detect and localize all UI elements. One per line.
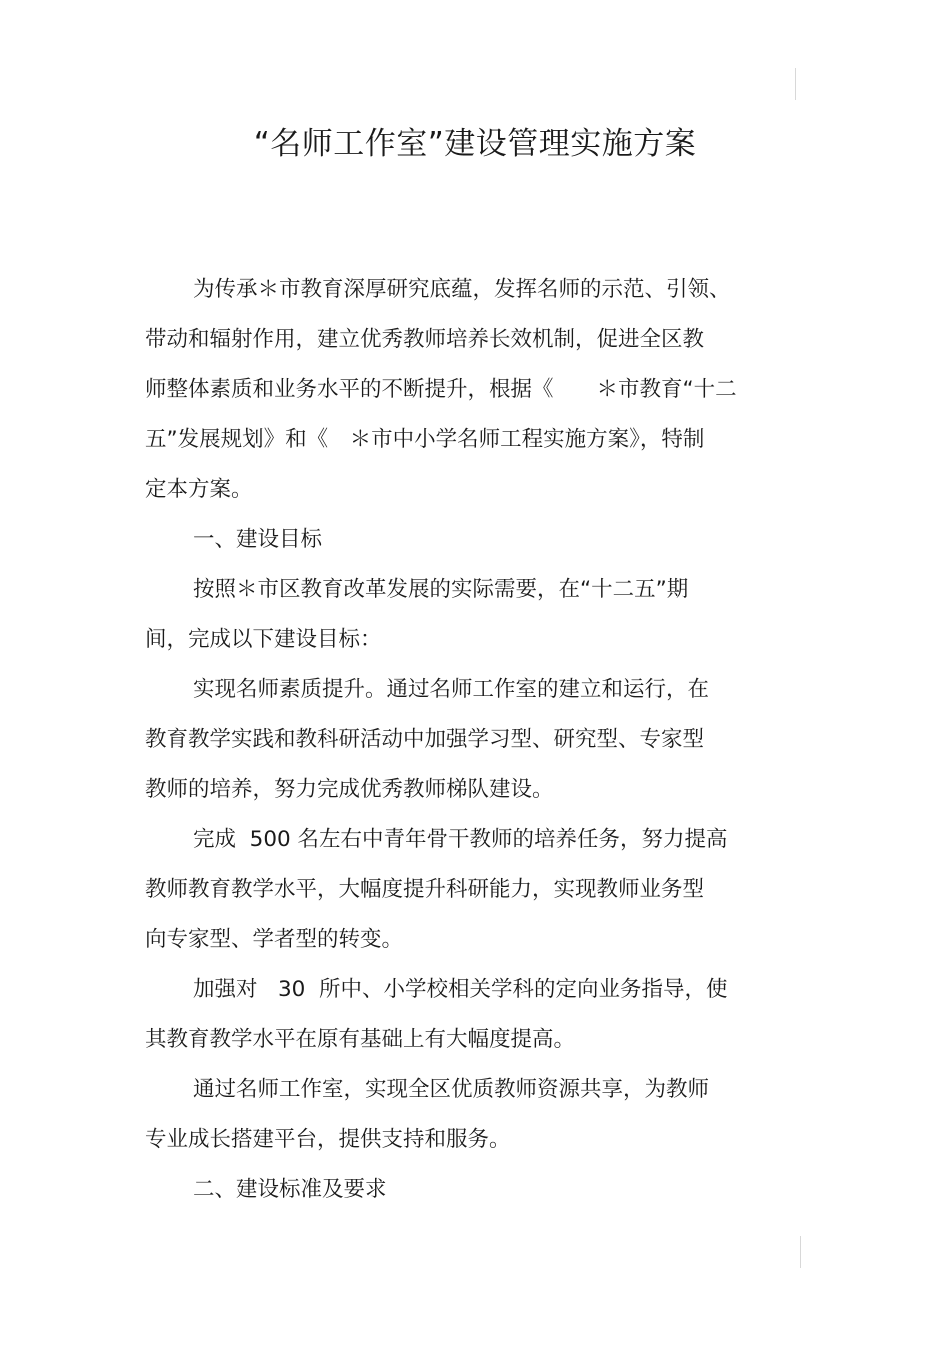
- paragraph-line: 完成 500 名左右中青年骨干教师的培养任务，努力提高: [193, 827, 728, 852]
- paragraph-line: 五”发展规划》和《 ＊市中小学名师工程实施方案》，特制: [145, 427, 705, 452]
- top-right-margin-mark: [795, 68, 796, 100]
- paragraph-line: 其教育教学水平在原有基础上有大幅度提高。: [145, 1027, 576, 1052]
- paragraph-line: 加强对 30 所中、小学校相关学科的定向业务指导，使: [193, 977, 728, 1002]
- paragraph-line: 教师教育教学水平，大幅度提升科研能力，实现教师业务型: [145, 877, 705, 902]
- paragraph-line: 教育教学实践和教科研活动中加强学习型、研究型、专家型: [145, 727, 705, 752]
- paragraph-line: 专业成长搭建平台，提供支持和服务。: [145, 1127, 511, 1152]
- paragraph-line: 带动和辐射作用，建立优秀教师培养长效机制，促进全区教: [145, 327, 705, 352]
- paragraph-line: 间，完成以下建设目标：: [145, 627, 382, 652]
- paragraph-line: 教师的培养，努力完成优秀教师梯队建设。: [145, 777, 554, 802]
- document-title: “名师工作室”建设管理实施方案: [253, 126, 697, 162]
- paragraph-line: 为传承＊市教育深厚研究底蕴，发挥名师的示范、引领、: [193, 277, 731, 302]
- paragraph-line: 通过名师工作室，实现全区优质教师资源共享，为教师: [193, 1077, 710, 1102]
- paragraph-line: 师整体素质和业务水平的不断提升，根据《 ＊市教育“十二: [145, 377, 737, 402]
- bottom-right-margin-mark: [800, 1236, 801, 1268]
- paragraph-line: 定本方案。: [145, 477, 253, 502]
- paragraph-line: 实现名师素质提升。通过名师工作室的建立和运行，在: [193, 677, 710, 702]
- section-heading: 二、建设标准及要求: [193, 1177, 387, 1202]
- paragraph-line: 按照＊市区教育改革发展的实际需要，在“十二五”期: [193, 577, 689, 602]
- section-heading: 一、建设目标: [193, 527, 323, 552]
- paragraph-line: 向专家型、学者型的转变。: [145, 927, 404, 952]
